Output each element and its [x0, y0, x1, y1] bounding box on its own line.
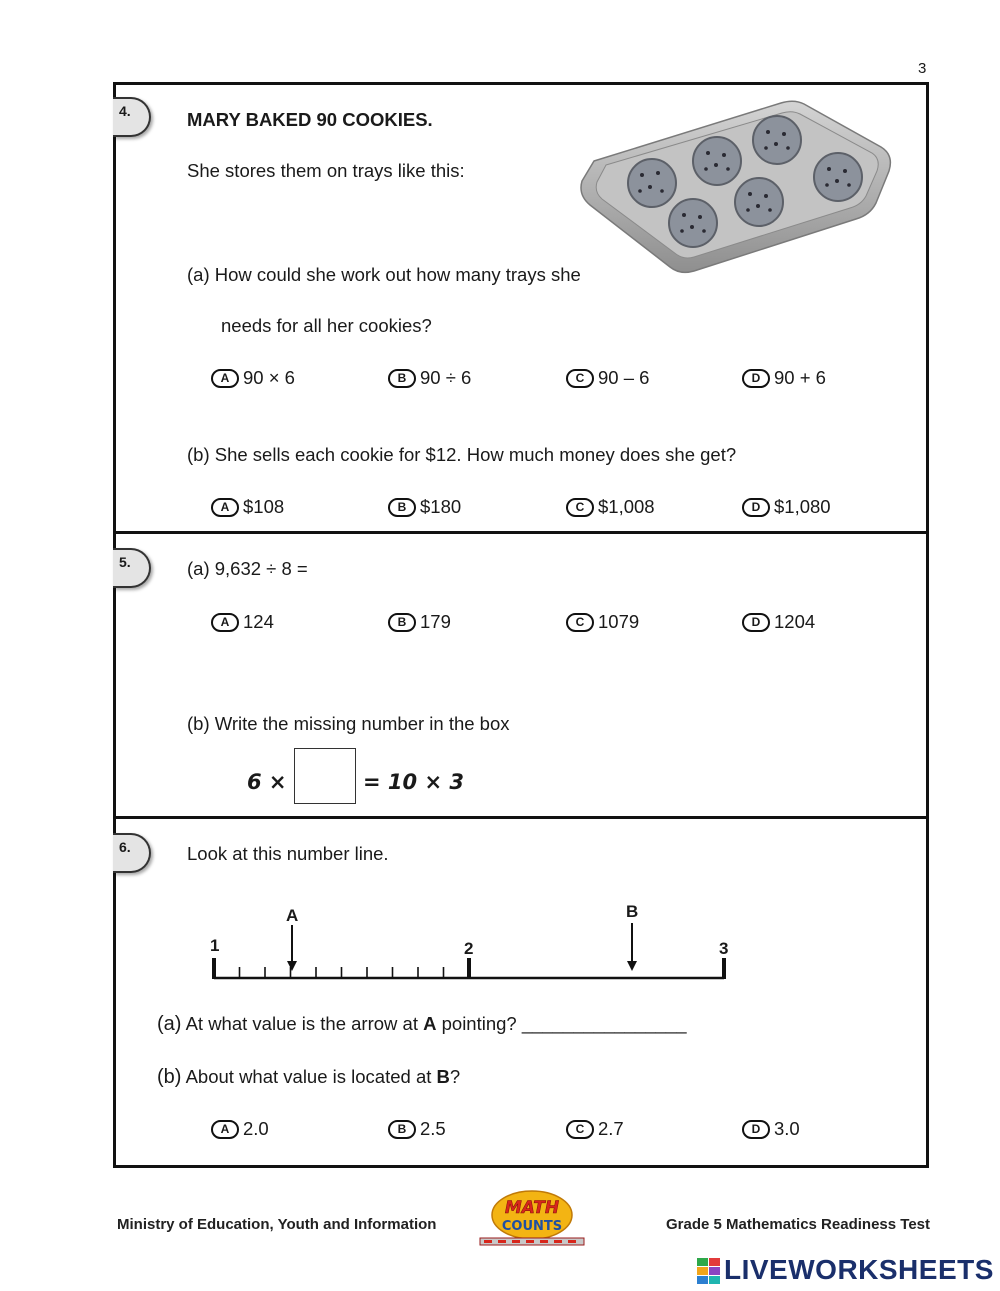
option-letter-badge: B [388, 1120, 416, 1139]
option-letter-badge: A [211, 1120, 239, 1139]
q5a-option-c[interactable] [566, 611, 639, 633]
question-4-section [113, 82, 929, 534]
q6b-option-b[interactable] [388, 1118, 446, 1140]
q5a-option-d[interactable] [742, 611, 815, 633]
question-text-answer-line: pointing? ________________ [436, 1013, 687, 1034]
number-line-label-2: 2 [464, 939, 474, 958]
footer-test-title: Grade 5 Mathematics Readiness Test [666, 1216, 930, 1233]
logo-text-math: MATH [504, 1198, 560, 1218]
option-text: 90 + 6 [774, 367, 826, 388]
cookie [628, 159, 676, 207]
question-6-section [113, 816, 929, 1168]
question-5-section [113, 531, 929, 819]
option-letter-badge: A [211, 613, 239, 632]
footer-ministry: Ministry of Education, Youth and Information [117, 1216, 437, 1233]
arrow-b-icon [627, 923, 637, 971]
option-text: 3.0 [774, 1118, 800, 1139]
option-text: 90 × 6 [243, 367, 295, 388]
arrow-a-icon [287, 925, 297, 971]
cookie [735, 178, 783, 226]
q4a-option-a[interactable] [211, 367, 295, 389]
option-letter-badge: D [742, 1120, 770, 1139]
question-number-tab: 4. [113, 97, 151, 137]
cookie-tray-illustration [576, 95, 896, 285]
part-b-question: (b) She sells each cookie for $12. How much money does she get? [187, 444, 737, 465]
option-letter-badge: B [388, 498, 416, 517]
cookie [753, 116, 801, 164]
part-b-question [157, 1066, 460, 1089]
part-b-question: (b) Write the missing number in the box [187, 713, 510, 734]
part-a-question-line-1: (a) How could she work out how many trays she [187, 264, 581, 285]
math-counts-logo [478, 1188, 586, 1248]
option-letter-badge: C [566, 369, 594, 388]
option-text: 2.0 [243, 1118, 269, 1139]
part-a-question [157, 1013, 686, 1036]
option-letter-badge: A [211, 498, 239, 517]
q6b-option-a[interactable] [211, 1118, 269, 1140]
liveworksheets-logo-icon [697, 1258, 721, 1284]
option-letter-badge: D [742, 613, 770, 632]
arrow-a-label: A [286, 906, 299, 925]
q4b-option-d[interactable] [742, 496, 831, 518]
q4b-option-a[interactable] [211, 496, 284, 518]
q4b-option-c[interactable] [566, 496, 655, 518]
option-letter-badge: D [742, 498, 770, 517]
question-text: At what value is the arrow at [185, 1013, 424, 1034]
question-bold-term: A [423, 1013, 437, 1034]
option-text: $108 [243, 496, 285, 517]
q4a-option-c[interactable] [566, 367, 649, 389]
logo-text-counts: COUNTS [501, 1219, 563, 1234]
q6b-option-c[interactable] [566, 1118, 624, 1140]
question-bold-term: B [436, 1066, 450, 1087]
cookie [693, 137, 741, 185]
part-a-question: (a) 9,632 ÷ 8 = [187, 558, 308, 579]
option-text: 2.5 [420, 1118, 446, 1139]
q5a-option-b[interactable] [388, 611, 451, 633]
question-number-tab: 5. [113, 548, 151, 588]
option-text: $180 [420, 496, 462, 517]
question-intro: Look at this number line. [187, 843, 389, 864]
option-text: 124 [243, 611, 274, 632]
option-text: 2.7 [598, 1118, 624, 1139]
q4a-option-b[interactable] [388, 367, 471, 389]
equation-right: = 10 × 3 [363, 770, 464, 794]
cookie [669, 199, 717, 247]
option-text: 179 [420, 611, 451, 632]
arrow-b-label: B [626, 902, 639, 921]
option-letter-badge: C [566, 613, 594, 632]
question-number-tab: 6. [113, 833, 151, 873]
option-letter-badge: C [566, 498, 594, 517]
question-text: About what value is located at [185, 1066, 437, 1087]
number-line-label-3: 3 [719, 939, 729, 958]
part-a-question-line-2: needs for all her cookies? [221, 315, 432, 336]
question-heading: MARY BAKED 90 COOKIES. [187, 109, 433, 130]
number-line-label-1: 1 [210, 936, 220, 955]
option-text: 90 ÷ 6 [420, 367, 472, 388]
equation-left: 6 × [247, 770, 287, 794]
liveworksheets-watermark: LIVEWORKSHEETS [724, 1254, 994, 1285]
option-letter-badge: A [211, 369, 239, 388]
option-text: $1,008 [598, 496, 655, 517]
option-text: 1204 [774, 611, 816, 632]
q4a-option-d[interactable] [742, 367, 826, 389]
page-number: 3 [918, 60, 927, 77]
option-text: 90 – 6 [598, 367, 650, 388]
question-intro: She stores them on trays like this: [187, 160, 465, 181]
option-letter-badge: C [566, 1120, 594, 1139]
option-letter-badge: D [742, 369, 770, 388]
option-letter-badge: B [388, 369, 416, 388]
q4b-option-b[interactable] [388, 496, 461, 518]
q6b-option-d[interactable] [742, 1118, 800, 1140]
option-text: $1,080 [774, 496, 831, 517]
question-text: ? [449, 1066, 461, 1087]
missing-number-answer-box[interactable] [294, 748, 356, 804]
option-text: 1079 [598, 611, 640, 632]
option-letter-badge: B [388, 613, 416, 632]
part-label: (a) [157, 1013, 182, 1035]
part-label: (b) [157, 1066, 182, 1088]
cookie [814, 153, 862, 201]
q5a-option-a[interactable] [211, 611, 274, 633]
